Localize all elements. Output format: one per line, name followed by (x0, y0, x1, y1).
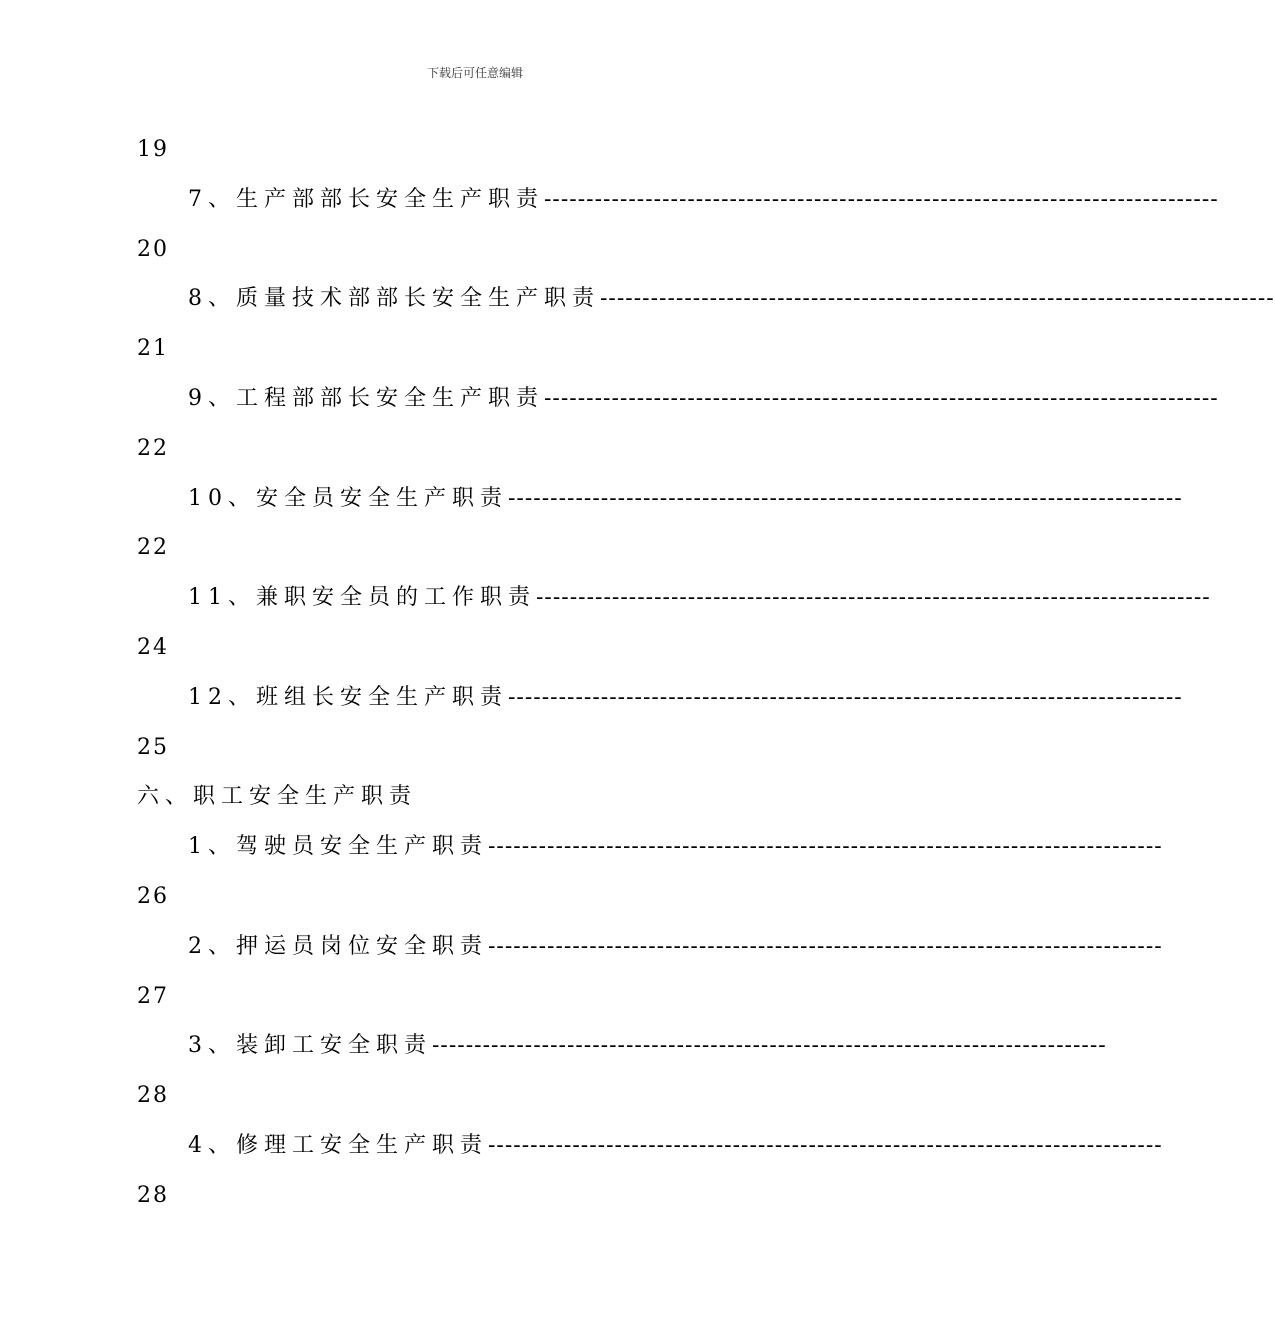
toc-entry-title: 4、修理工安全生产职责 (188, 1133, 488, 1158)
toc-page-number: 24 (137, 635, 169, 660)
toc-section-heading: 六、职工安全生产职责 (137, 784, 418, 810)
toc-page-number: 25 (137, 734, 169, 760)
toc-leader-dashes: -------------------------------------------------------------------------------- (488, 933, 1163, 959)
toc-entry (188, 684, 1183, 712)
toc-entry (188, 833, 1163, 861)
toc-entry (188, 485, 1183, 513)
page-header: 下载后可任意编辑 (426, 66, 523, 80)
toc-entry (188, 584, 1211, 612)
toc-leader-dashes: -------------------------------------------------------------------------------- (508, 485, 1183, 511)
toc-leader-dashes: -------------------------------------------------------------------------------- (508, 684, 1183, 710)
toc-leader-dashes: -------------------------------------------------------------------------------- (488, 1133, 1163, 1158)
toc-entry (188, 1132, 1163, 1160)
toc-leader-dashes: -------------------------------------------------------------------------------- (600, 286, 1275, 312)
toc-entry-title: 10、安全员安全生产职责 (188, 485, 508, 511)
toc-leader-dashes: -------------------------------------------------------------------------------- (536, 585, 1211, 611)
toc-page-number: 19 (137, 137, 169, 162)
toc-entry-title: 9、工程部部长安全生产职责 (188, 386, 544, 411)
toc-page-number: 20 (137, 236, 169, 262)
toc-entry-title: 11、兼职安全员的工作职责 (188, 585, 536, 611)
toc-page-number: 27 (137, 983, 169, 1009)
toc-leader-dashes: -------------------------------------------------------------------------------- (488, 834, 1163, 860)
toc-entry (188, 285, 1275, 313)
toc-page-number: 21 (137, 336, 169, 362)
toc-entry-title: 3、装卸工安全职责 (188, 1033, 432, 1059)
toc-page-number: 28 (137, 1182, 169, 1208)
toc-entry-title: 7、生产部部长安全生产职责 (188, 186, 544, 212)
toc-entry (188, 933, 1163, 961)
toc-leader-dashes: -------------------------------------------------------------------------------- (544, 186, 1219, 212)
toc-page-number: 22 (137, 535, 169, 561)
toc-page-number: 26 (137, 884, 169, 909)
toc-entry (188, 1032, 1107, 1060)
toc-entry (188, 186, 1219, 214)
toc-entry-title: 8、质量技术部部长安全生产职责 (188, 286, 600, 312)
toc-leader-dashes: -------------------------------------------------------------------------------- (544, 386, 1219, 411)
toc-page-number: 22 (137, 435, 169, 461)
toc-entry-title: 1、驾驶员安全生产职责 (188, 834, 488, 860)
toc-leader-dashes: -------------------------------------------------------------------------------- (432, 1033, 1107, 1059)
toc-page-number: 28 (137, 1083, 169, 1109)
toc-entry (188, 385, 1219, 413)
toc-entry-title: 12、班组长安全生产职责 (188, 684, 508, 710)
toc-entry-title: 2、押运员岗位安全职责 (188, 933, 488, 959)
